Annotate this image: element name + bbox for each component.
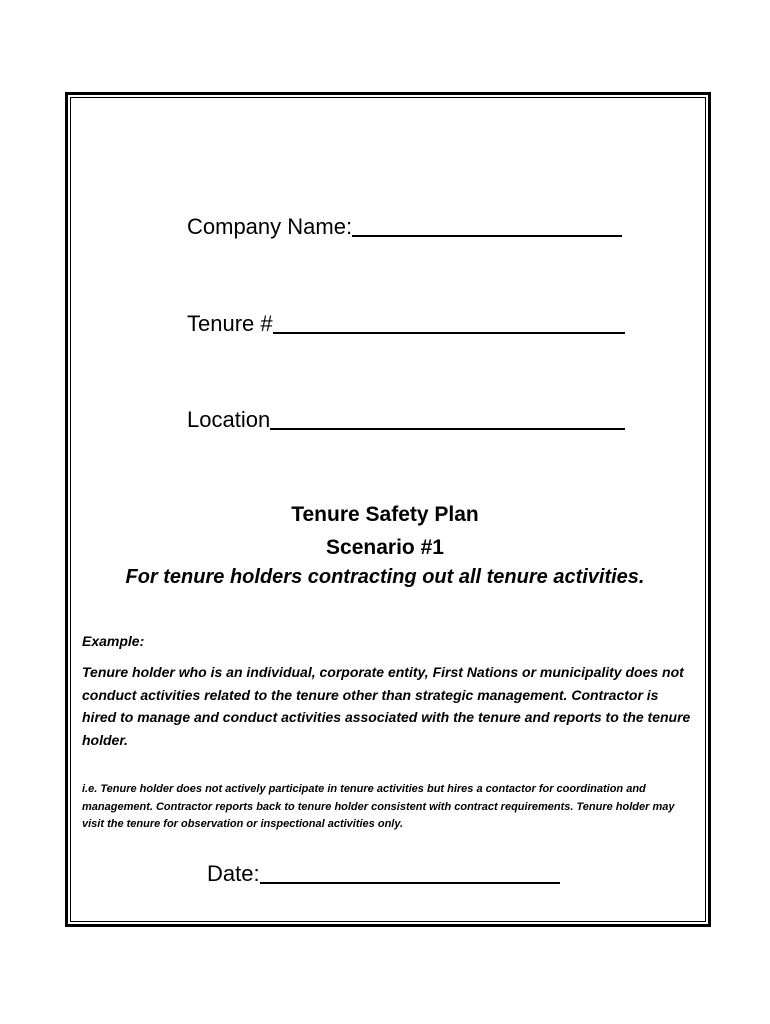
document-subtitle: For tenure holders contracting out all tenure activities.	[125, 566, 645, 588]
date-input-line[interactable]	[260, 862, 560, 884]
company-name-field[interactable]	[187, 214, 622, 240]
tenure-number-input-line[interactable]	[273, 312, 625, 334]
location-label: Location	[187, 407, 271, 432]
company-name-label: Company Name:	[187, 214, 353, 239]
example-label: Example:	[82, 633, 145, 649]
location-input-line[interactable]	[270, 408, 625, 430]
location-field[interactable]	[187, 407, 625, 433]
date-label: Date:	[207, 861, 260, 886]
tenure-number-label: Tenure #	[187, 311, 273, 336]
date-field[interactable]	[207, 861, 560, 887]
document-title: Tenure Safety Plan	[291, 503, 479, 526]
scenario-heading: Scenario #1	[326, 536, 444, 559]
example-paragraph: Tenure holder who is an individual, corporate entity, First Nations or municipality does not conduct activities related to the tenure other than strategic management. Contractor is hired to manage and conduct activities associated with the tenure and reports to the tenure holder.	[82, 664, 691, 748]
tenure-number-field[interactable]	[187, 311, 625, 337]
company-name-input-line[interactable]	[352, 215, 622, 237]
note-paragraph: i.e. Tenure holder does not actively participate in tenure activities but hires a contactor for coordination and management. Contractor reports back to tenure holder consistent with contract requirements. Tenure holder may visit the tenure for observation or inspectional activities only.	[82, 783, 675, 830]
